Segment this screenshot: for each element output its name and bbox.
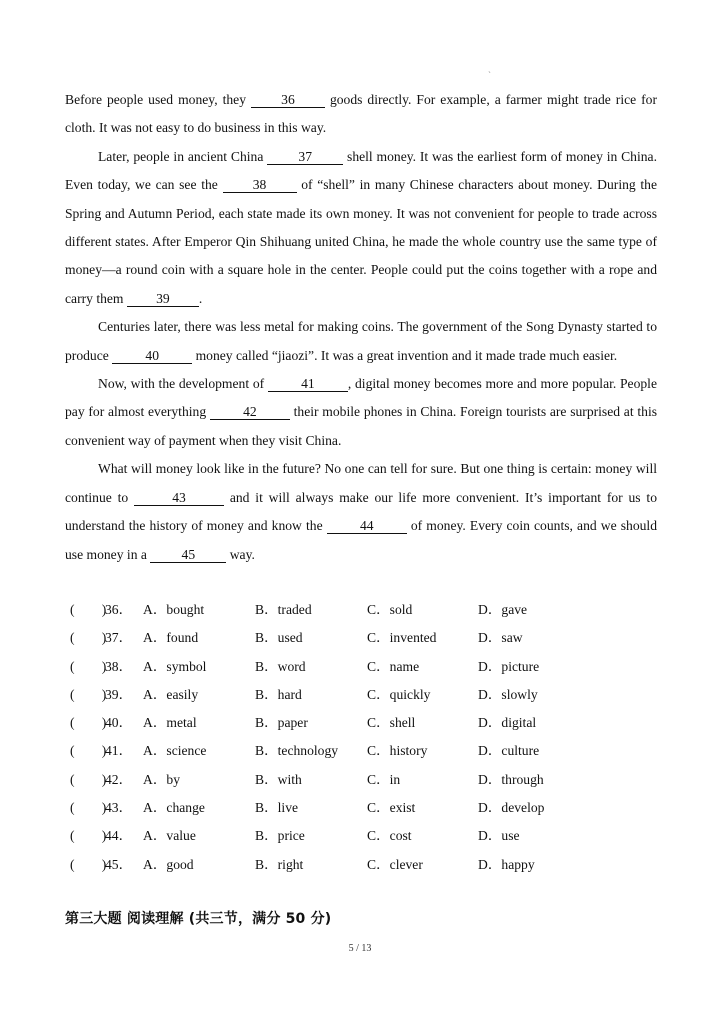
paragraph-1: Before people used money, they 36 goods directly. For example, a farmer might trade rice for cloth. It was not easy to do business in this way. [65,92,657,136]
page-number: 5 / 13 [348,943,372,954]
option-c: C．name [367,658,420,674]
question-row [65,624,665,652]
answer-parenthesis: ( ) [70,630,107,646]
option-c: C．quickly [367,686,431,702]
option-d: D．use [478,828,520,844]
question-number: 40． [105,715,133,731]
blank-44: 44 [327,518,407,534]
option-b: B．traded [255,602,312,617]
option-b: B．live [255,800,299,816]
section-heading: 第三大题 阅读理解 (共三节，满分 50 分) [65,911,332,927]
question-row [65,709,665,737]
option-a: A．found [143,630,199,646]
option-a: A．symbol [143,658,207,674]
option-b: B．used [255,630,303,646]
option-b: B．price [255,828,305,844]
option-c: C．history [367,743,428,759]
option-d: D．slowly [478,686,538,702]
option-b: B．right [255,856,304,872]
blank-36: 36 [251,92,325,108]
option-b: B．with [255,771,302,787]
question-row [65,794,665,822]
corner-mark: ` [488,70,491,80]
blank-37: 37 [267,149,343,165]
option-a: A．easily [143,686,199,702]
blank-42: 42 [210,404,290,420]
question-options [65,596,665,879]
option-c: C．sold [367,602,413,617]
question-row [65,653,665,681]
answer-parenthesis: ( ) [70,771,107,787]
blank-39: 39 [127,291,199,307]
option-d: D．picture [478,658,540,674]
option-d: D．develop [478,800,545,816]
option-c: C．clever [367,856,423,872]
question-number: 39． [105,686,133,702]
option-d: D．through [478,771,544,787]
option-b: B．paper [255,715,308,731]
answer-parenthesis: ( ) [70,856,107,872]
blank-38: 38 [223,177,297,193]
option-a: A．value [143,828,196,844]
answer-parenthesis: ( ) [70,658,107,674]
question-number: 44． [105,828,133,844]
option-c: C．invented [367,630,437,646]
option-c: C．shell [367,715,416,731]
paragraph-3: Centuries later, there was less metal for making coins. The government of the Song Dynasty started to produce 40 money called “jiaozi”. It was a great invention and it made trade much easier. [65,319,657,363]
question-number: 38． [105,658,133,674]
answer-parenthesis: ( ) [70,715,107,731]
option-d: D．happy [478,856,535,872]
question-row [65,737,665,765]
blank-45: 45 [150,547,226,563]
option-a: A．good [143,856,194,872]
answer-parenthesis: ( ) [70,743,107,759]
question-row [65,766,665,794]
question-number: 37． [105,630,133,646]
option-b: B．technology [255,743,339,759]
option-a: A．science [143,743,207,759]
question-row [65,681,665,709]
answer-parenthesis: ( ) [70,828,107,844]
answer-parenthesis: ( ) [70,686,107,702]
question-number: 41． [105,743,133,759]
option-d: D．digital [478,715,537,731]
question-row [65,851,665,879]
blank-41: 41 [268,376,348,392]
option-b: B．word [255,658,306,674]
option-c: C．cost [367,828,412,844]
blank-43: 43 [134,490,224,506]
option-c: C．in [367,771,401,787]
option-d: D．saw [478,630,523,646]
paragraph-5: What will money look like in the future? No one can tell for sure. But one thing is certain: money will continue to 43 and it will always make our life more convenient. It’s important for us to understand the history of money and know the 44 of money. Every coin counts, and we should use money in a 45 way. [65,461,658,562]
paragraph-2: Later, people in ancient China 37 shell money. It was the earliest form of money in China. Even today, we can see the 38 of “shell” in many Chinese characters about money. During the Spring and Autumn Period, each state made its own money. It was not convenient for people to trade across different states. After Emperor Qin Shihuang united China, he made the whole country use the same type of money—a round coin with a square hole in the center. People could put the coins together with a rope and carry them 39 . [65,148,657,306]
answer-parenthesis: ( ) [70,800,107,816]
question-row [65,822,665,850]
answer-parenthesis: ( ) [70,602,107,617]
question-number: 42． [105,771,133,787]
blank-40: 40 [112,348,192,364]
option-d: D．gave [478,602,528,617]
option-d: D．culture [478,743,540,759]
question-number: 43． [105,800,133,816]
option-a: A．bought [143,602,205,617]
question-number: 45． [105,856,133,872]
cloze-passage [65,86,657,569]
option-a: A．change [143,800,205,816]
option-a: A．by [143,771,181,787]
question-number: 36． [105,602,133,617]
option-a: A．metal [143,715,197,731]
option-b: B．hard [255,686,302,702]
option-c: C．exist [367,800,416,816]
paragraph-4: Now, with the development of 41 , digital money becomes more and more popular. People pay for almost everything 42 their mobile phones in China. Foreign tourists are surprised at this convenient way of payment when they visit China. [65,376,658,448]
question-row [65,596,665,624]
